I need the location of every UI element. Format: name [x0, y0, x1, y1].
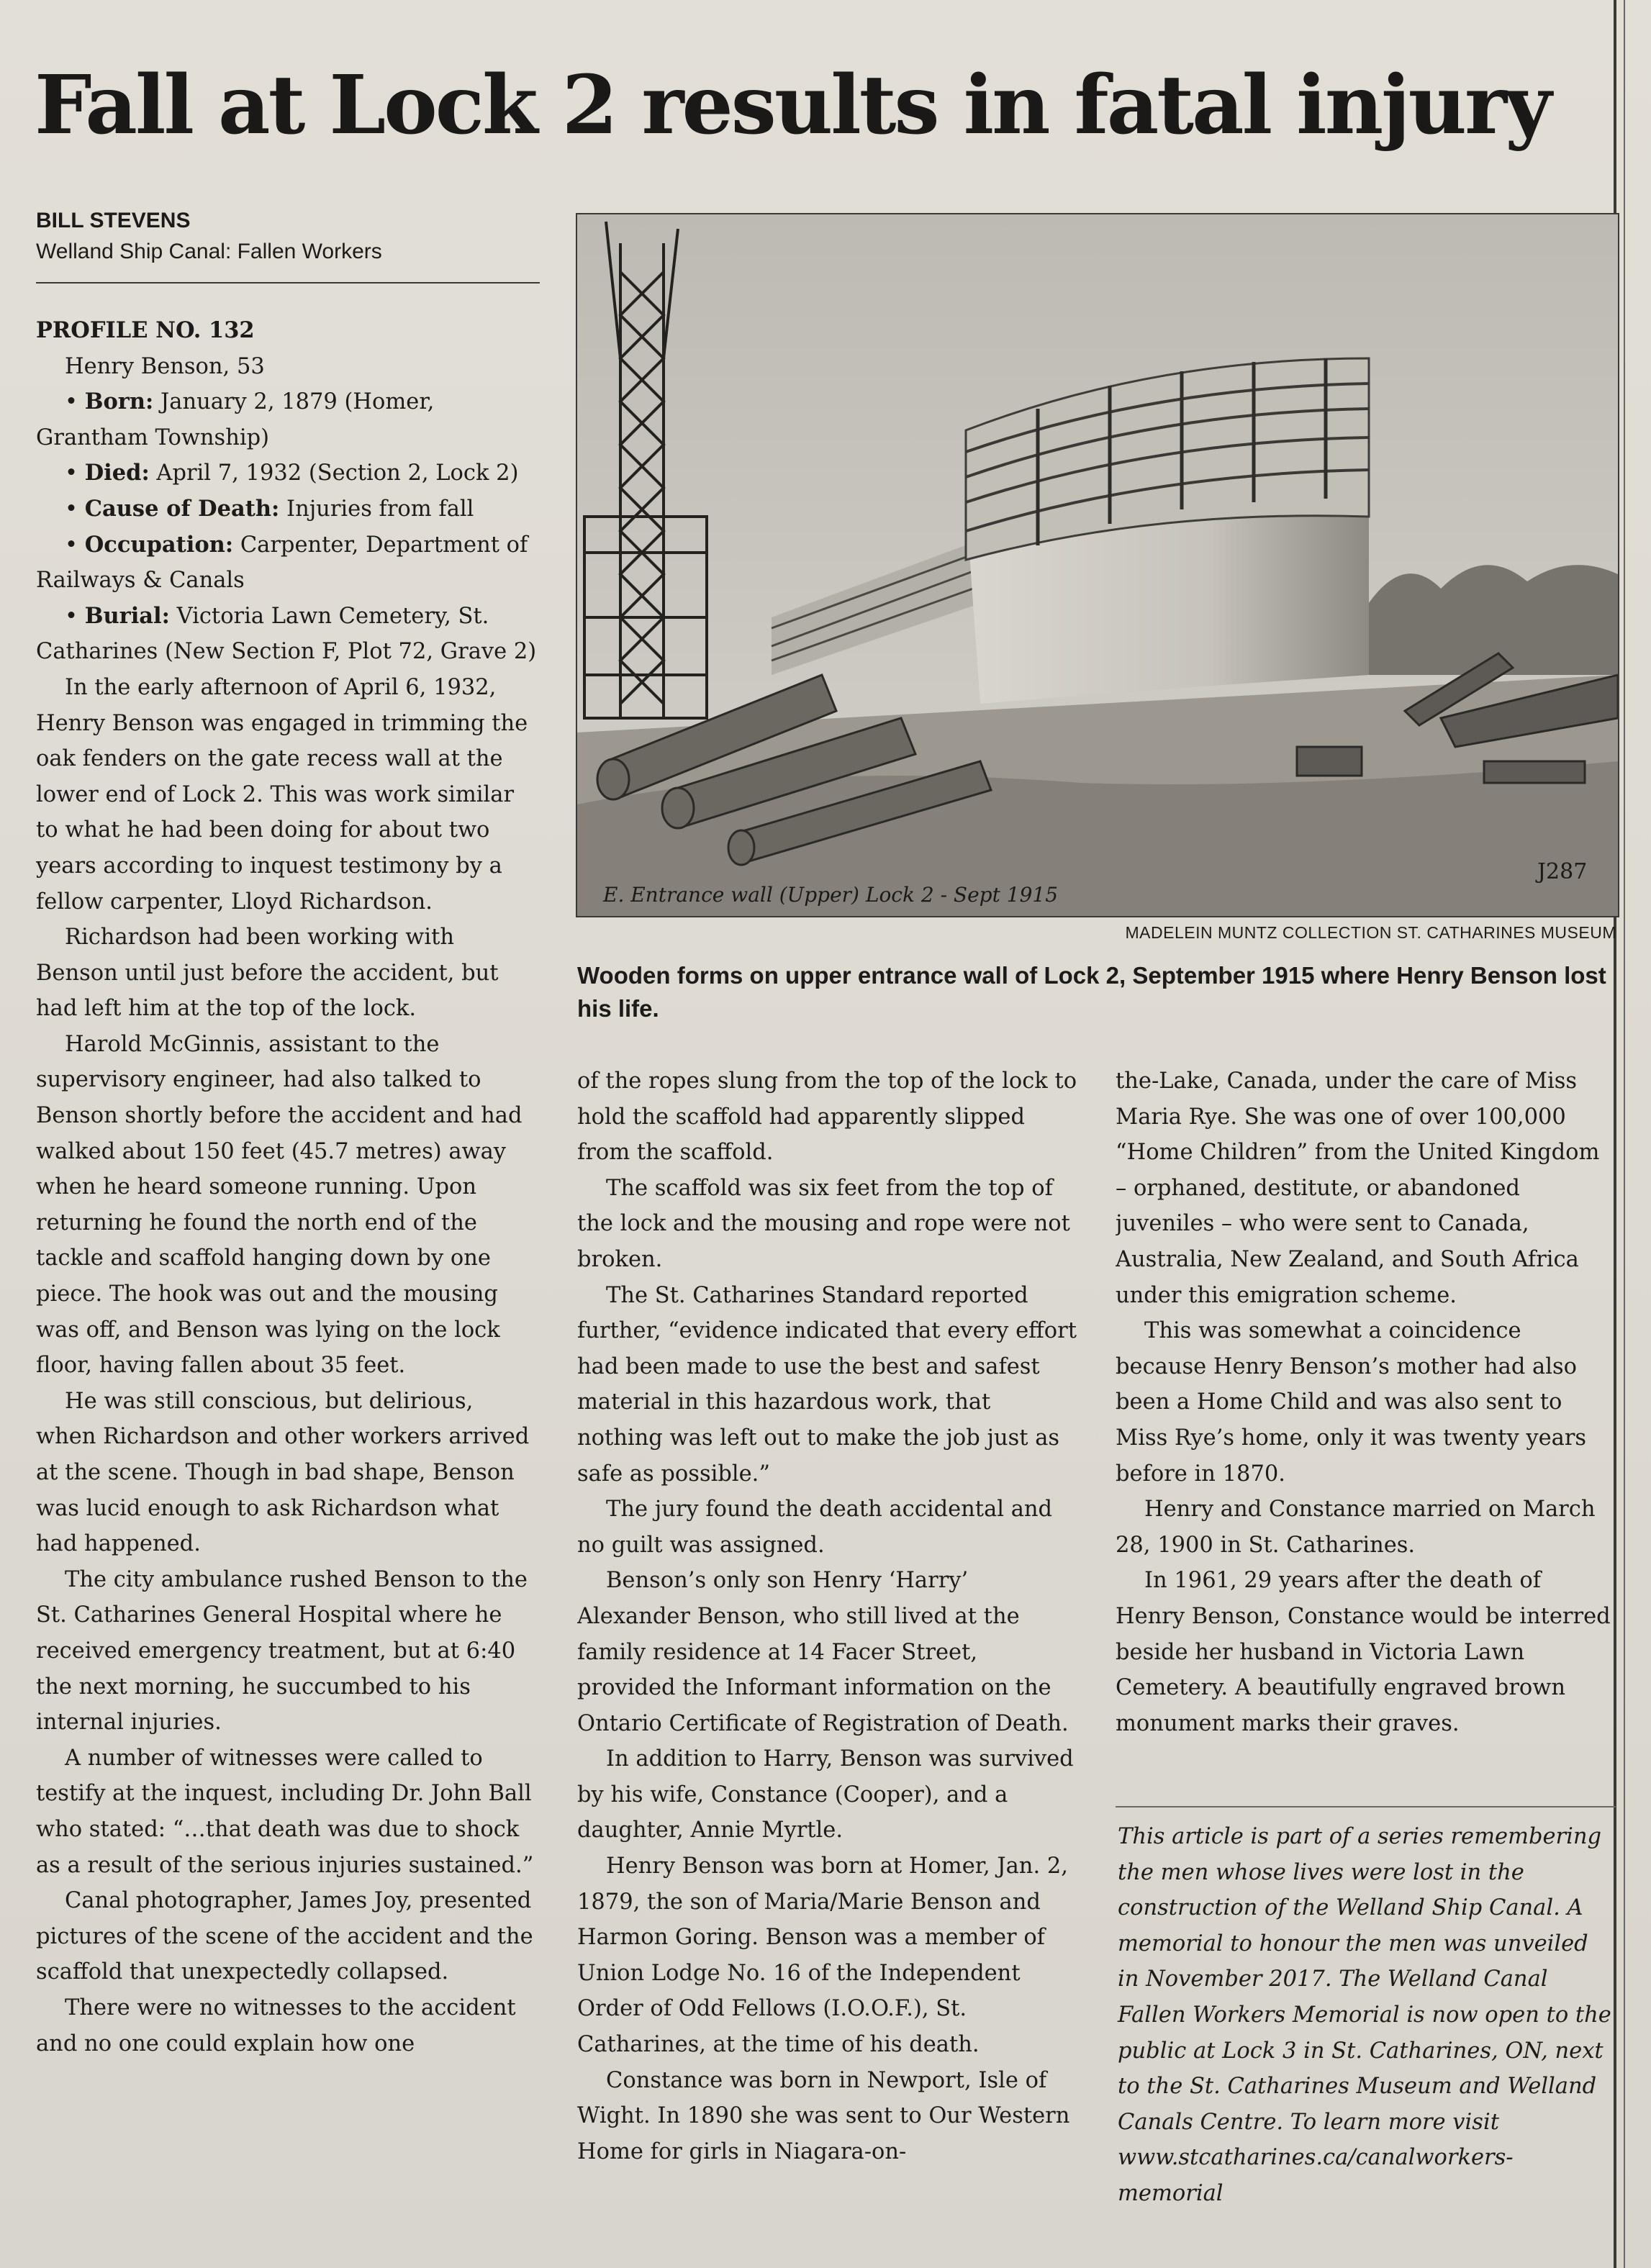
paragraph: Henry and Constance married on March 28, 1900 in St. Catharines. — [1116, 1497, 1596, 1558]
photo-handwritten-caption: E. Entrance wall (Upper) Lock 2 - Sept 1915 — [603, 883, 1059, 907]
paragraph: This was somewhat a coincidence because Henry Benson’s mother had also been a Home Child and was also sent to Miss Rye’s home, only it was twenty years before in 1870. — [1116, 1318, 1587, 1487]
profile-died: • Died: April 7, 1932 (Section 2, Lock 2) — [65, 460, 519, 486]
paragraph: In addition to Harry, Benson was survived by his wife, Constance (Cooper), and a daughter, Annie Myrtle. — [577, 1746, 1074, 1843]
byline-series: Welland Ship Canal: Fallen Workers — [36, 240, 382, 263]
paragraph: In 1961, 29 years after the death of Henry Benson, Constance would be interred beside her husband in Victoria Lawn Cemetery. A beautifully engraved brown monument marks their graves. — [1116, 1568, 1611, 1736]
note-divider — [1116, 1806, 1616, 1807]
paragraph: The St. Catharines Standard reported further, “evidence indicated that every effort had been made to use the best and safest material in this hazardous work, that nothing was left out to make the job just as safe as possible.” — [577, 1282, 1077, 1487]
paragraph: In the early afternoon of April 6, 1932, Henry Benson was engaged in trimming the oak fenders on the gate recess wall at the lower end of Lock 2. This was work similar to what he had been doing for about two years according to inquest testimony by a fellow carpenter, Lloyd Richardson. — [36, 674, 528, 915]
paragraph: The jury found the death accidental and no guilt was assigned. — [577, 1497, 1053, 1558]
profile-name: Henry Benson, 53 — [65, 353, 265, 379]
photo-credit: MADELEIN MUNTZ COLLECTION ST. CATHARINES MUSEUM — [1125, 923, 1616, 942]
photo-caption: Wooden forms on upper entrance wall of Lock 2, September 1915 where Henry Benson lost his life. — [577, 962, 1606, 1022]
page-edge-rule-inner — [1624, 0, 1625, 2268]
paragraph: A number of witnesses were called to testify at the inquest, including Dr. John Ball who stated: “…that death was due to shock as a result of the serious injuries sustained.” — [36, 1745, 534, 1878]
paragraph: Canal photographer, James Joy, presented pictures of the scene of the accident and the scaffold that unexpectedly collapsed. — [36, 1888, 533, 1985]
paragraph: the-Lake, Canada, under the care of Miss Maria Rye. She was one of over 100,000 “Home Children” from the United Kingdom – orphaned, destitute, or abandoned juveniles – who were sent to Canada, Australia, New Zealand, and South Africa under this emigration scheme. — [1116, 1069, 1600, 1308]
profile-born: • Born: January 2, 1879 (Homer, Grantham Township) — [36, 389, 435, 450]
historical-photo — [576, 213, 1619, 917]
byline-author: BILL STEVENS — [36, 209, 191, 232]
headline: Fall at Lock 2 results in fatal injury — [35, 58, 1550, 153]
profile-cause: • Cause of Death: Injuries from fall — [65, 495, 474, 522]
series-note: This article is part of a series remembering the men whose lives were lost in the construction of the Welland Ship Canal. A memorial to honour the men was unveiled in November 2017. The Welland Canal Fallen Workers Memorial is now open to the public at Lock 3 in St. Catharines, ON, next to the St. Catharines Museum and Welland Canals Centre. To learn more visit www.stcatharines.ca/canalworkers-memorial — [1118, 1824, 1611, 2206]
paragraph: The city ambulance rushed Benson to the St. Catharines General Hospital where he received emergency treatment, but at 6:40 the next morning, he succumbed to his internal injuries. — [36, 1566, 528, 1736]
paragraph: Richardson had been working with Benson until just before the accident, but had left him at the top of the lock. — [36, 925, 499, 1022]
profile-burial: • Burial: Victoria Lawn Cemetery, St. Catharines (New Section F, Plot 72, Grave 2) — [36, 602, 537, 665]
paragraph: Benson’s only son Henry ‘Harry’ Alexander Benson, who still lived at the family residence at 14 Facer Street, provided the Informant information on the Ontario Certificate of Registration of Death. — [577, 1568, 1069, 1736]
article-column-3 — [1116, 1063, 1616, 1784]
paragraph: Constance was born in Newport, Isle of Wight. In 1890 she was sent to Our Western Home for girls in Niagara-on- — [577, 2067, 1070, 2164]
lock-construction-illustration — [577, 214, 1618, 916]
paragraph: Henry Benson was born at Homer, Jan. 2, 1879, the son of Maria/Marie Benson and Harmon Goring. Benson was a member of Union Lodge No. 16 of the Independent Order of Odd Fellows (I.O.O.F.), St. Catharines, at the time of his death. — [577, 1854, 1068, 2058]
photo-archive-number: J287 — [1537, 859, 1588, 884]
paragraph: of the ropes slung from the top of the lock to hold the scaffold had apparently slipped from the scaffold. — [577, 1069, 1077, 1166]
profile-title: PROFILE NO. 132 — [36, 317, 255, 343]
paragraph: He was still conscious, but delirious, when Richardson and other workers arrived at the scene. Though in bad shape, Benson was lucid enough to ask Richardson what had happened. — [36, 1388, 530, 1557]
paragraph: There were no witnesses to the accident and no one could explain how one — [36, 1995, 516, 2056]
paragraph: The scaffold was six feet from the top of the lock and the mousing and rope were not broken. — [577, 1175, 1070, 1272]
paragraph: Harold McGinnis, assistant to the supervisory engineer, had also talked to Benson shortly before the accident and had walked about 150 feet (45.7 metres) away when he heard someone running. Upon returning he found the north end of the tackle and scaffold hanging down by one piece. The hook was out and the mousing was off, and Benson was lying on the lock floor, having fallen about 35 feet. — [36, 1031, 523, 1379]
article-column-2 — [577, 1063, 1081, 2258]
article-column-1 — [36, 313, 540, 2256]
byline-divider — [36, 282, 540, 284]
profile-occupation: • Occupation: Carpenter, Department of Railways & Canals — [36, 531, 528, 594]
